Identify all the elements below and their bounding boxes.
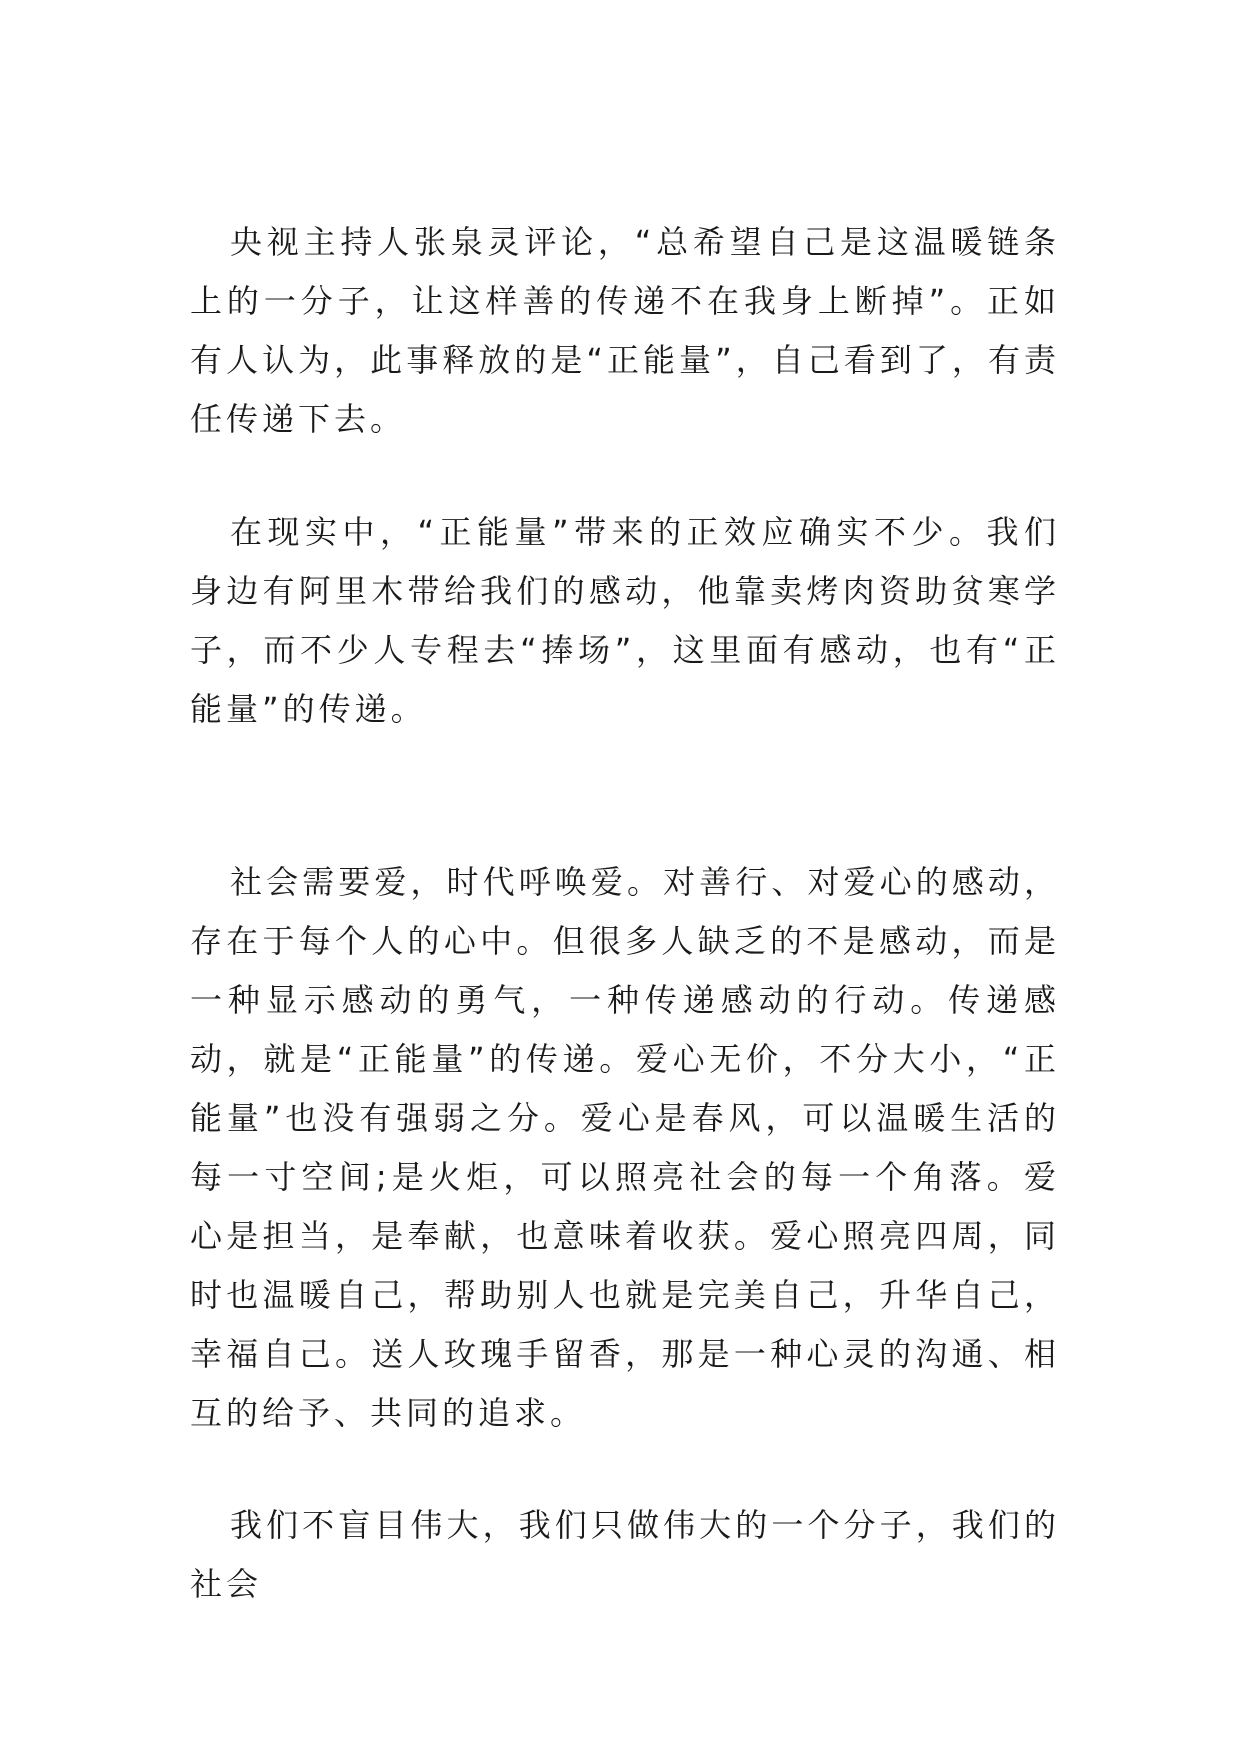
paragraph-2: 在现实中，“正能量”带来的正效应确实不少。我们身边有阿里木带给我们的感动，他靠卖烤肉资助贫寒学子，而不少人专程去“捧场”，这里面有感动，也有“正能量”的传递。 xyxy=(190,513,1060,728)
paragraph-3: 社会需要爱，时代呼唤爱。对善行、对爱心的感动，存在于每个人的心中。但很多人缺乏的不是感动，而是一种显示感动的勇气，一种传递感动的行动。传递感动，就是“正能量”的传递。爱心无价，不分大小，“正能量”也没有强弱之分。爱心是春风，可以温暖生活的每一寸空间;是火炬，可以照亮社会的每一个角落。爱心是担当，是奉献，也意味着收获。爱心照亮四周，同时也温暖自己，帮助别人也就是完美自己，升华自己，幸福自己。送人玫瑰手留香，那是一种心灵的沟通、相互的给予、共同的追求。 xyxy=(190,863,1060,1432)
paragraph-4: 我们不盲目伟大，我们只做伟大的一个分子，我们的社会 xyxy=(190,1506,1060,1603)
paragraph-1: 央视主持人张泉灵评论，“总希望自己是这温暖链条上的一分子，让这样善的传递不在我身上断掉”。正如有人认为，此事释放的是“正能量”，自己看到了，有责任传递下去。 xyxy=(190,223,1060,438)
